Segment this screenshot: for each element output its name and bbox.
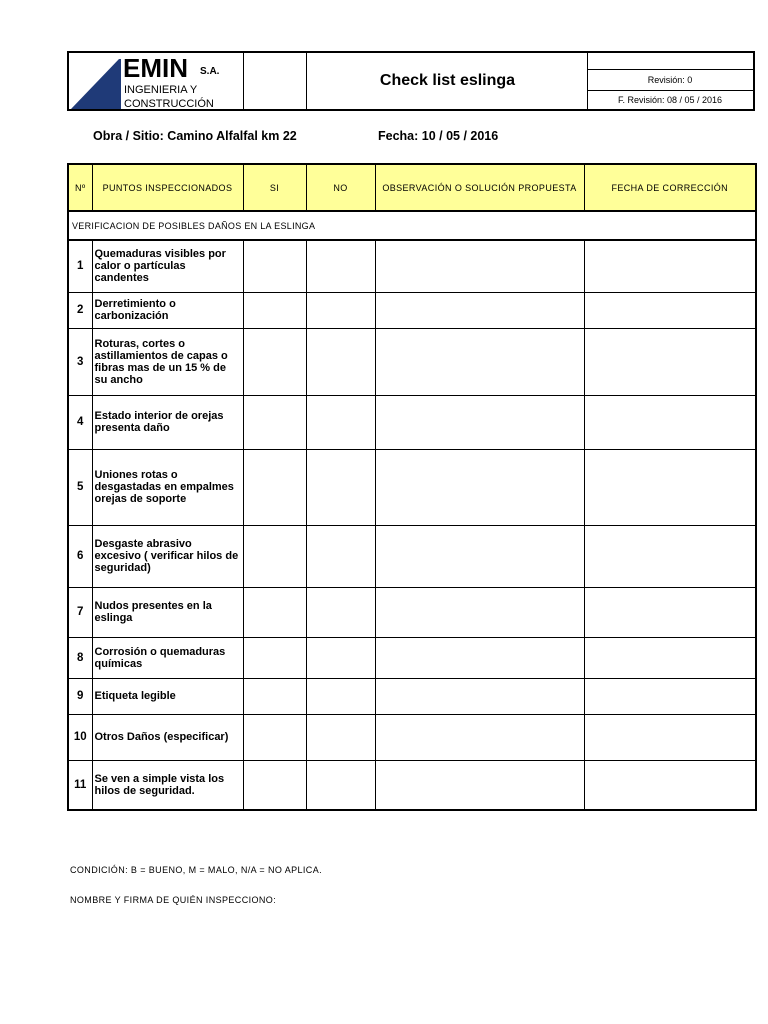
yes-cell[interactable]: [243, 240, 306, 292]
table-row: [68, 678, 756, 714]
row-item: Derretimiento o carbonización: [92, 292, 243, 328]
observation-cell[interactable]: [375, 637, 584, 678]
table-row: [68, 328, 756, 395]
row-number: 7: [68, 587, 92, 637]
yes-cell[interactable]: [243, 292, 306, 328]
company-suffix: S.A.: [200, 66, 220, 77]
yes-cell[interactable]: [243, 714, 306, 760]
table-row: [68, 637, 756, 678]
no-cell[interactable]: [306, 637, 375, 678]
correction-date-cell[interactable]: [584, 637, 756, 678]
row-item: Nudos presentes en la eslinga: [92, 587, 243, 637]
yes-cell[interactable]: [243, 637, 306, 678]
row-number: 2: [68, 292, 92, 328]
company-tagline-1: INGENIERIA Y: [124, 84, 198, 96]
yes-cell[interactable]: [243, 587, 306, 637]
document-title: Check list eslinga: [379, 72, 516, 89]
table-row: [68, 760, 756, 810]
no-cell[interactable]: [306, 678, 375, 714]
no-cell[interactable]: [306, 328, 375, 395]
yes-cell[interactable]: [243, 760, 306, 810]
revision-date: F. Revisión: 08 / 05 / 2016: [617, 95, 723, 105]
row-number: 1: [68, 240, 92, 292]
observation-cell[interactable]: [375, 449, 584, 525]
yes-cell[interactable]: [243, 395, 306, 449]
row-number: 6: [68, 525, 92, 587]
correction-date-cell[interactable]: [584, 328, 756, 395]
header-divider: [306, 53, 307, 109]
row-number: 8: [68, 637, 92, 678]
table-header-row: [68, 164, 756, 211]
correction-date-cell[interactable]: [584, 587, 756, 637]
condition-legend: CONDICIÓN: B = BUENO, M = MALO, N/A = NO APLICA.: [70, 865, 323, 875]
row-number: 3: [68, 328, 92, 395]
correction-date-cell[interactable]: [584, 449, 756, 525]
col-header-item: PUNTOS INSPECCIONADOS: [92, 164, 243, 211]
emin-logo-mark-icon: [71, 57, 123, 109]
col-header-yes: SI: [243, 164, 306, 211]
company-brand: EMIN: [123, 53, 188, 83]
correction-date-cell[interactable]: [584, 395, 756, 449]
col-header-no: NO: [306, 164, 375, 211]
no-cell[interactable]: [306, 714, 375, 760]
correction-date-cell[interactable]: [584, 714, 756, 760]
row-item: Se ven a simple vista los hilos de seguridad.: [92, 760, 243, 810]
correction-date-cell[interactable]: [584, 292, 756, 328]
row-number: 10: [68, 714, 92, 760]
row-item: Estado interior de orejas presenta daño: [92, 395, 243, 449]
correction-date-cell[interactable]: [584, 678, 756, 714]
site-label: Obra / Sitio: Camino Alfalfal km 22: [93, 129, 297, 143]
document-header: [67, 51, 755, 111]
table-row: [68, 395, 756, 449]
row-item: Uniones rotas o desgastadas en empalmes orejas de soporte: [92, 449, 243, 525]
observation-cell[interactable]: [375, 395, 584, 449]
revision-box: [587, 53, 753, 109]
yes-cell[interactable]: [243, 328, 306, 395]
no-cell[interactable]: [306, 395, 375, 449]
row-number: 4: [68, 395, 92, 449]
checklist-table: [67, 163, 757, 811]
correction-date-cell[interactable]: [584, 525, 756, 587]
col-header-correction-date: FECHA DE CORRECCIÓN: [584, 164, 756, 211]
yes-cell[interactable]: [243, 449, 306, 525]
row-item: Quemaduras visibles por calor o partículas candentes: [92, 240, 243, 292]
section-title: VERIFICACION DE POSIBLES DAÑOS EN LA ESLINGA: [68, 211, 756, 240]
row-item: Roturas, cortes o astillamientos de capas o fibras mas de un 15 % de su ancho: [92, 328, 243, 395]
observation-cell[interactable]: [375, 714, 584, 760]
observation-cell[interactable]: [375, 525, 584, 587]
observation-cell[interactable]: [375, 292, 584, 328]
row-item: Desgaste abrasivo excesivo ( verificar hilos de seguridad): [92, 525, 243, 587]
no-cell[interactable]: [306, 525, 375, 587]
no-cell[interactable]: [306, 449, 375, 525]
revision-number: Revisión: 0: [647, 75, 693, 85]
no-cell[interactable]: [306, 292, 375, 328]
row-number: 5: [68, 449, 92, 525]
row-item: Corrosión o quemaduras químicas: [92, 637, 243, 678]
header-divider: [243, 53, 244, 109]
table-row: [68, 525, 756, 587]
table-row: [68, 449, 756, 525]
col-header-number: Nº: [68, 164, 92, 211]
observation-cell[interactable]: [375, 678, 584, 714]
row-item: Etiqueta legible: [92, 678, 243, 714]
company-tagline-2: CONSTRUCCIÓN: [124, 98, 214, 110]
correction-date-cell[interactable]: [584, 240, 756, 292]
col-header-observation: OBSERVACIÓN O SOLUCIÓN PROPUESTA: [375, 164, 584, 211]
yes-cell[interactable]: [243, 525, 306, 587]
observation-cell[interactable]: [375, 240, 584, 292]
section-row: [68, 211, 756, 240]
row-number: 11: [68, 760, 92, 810]
yes-cell[interactable]: [243, 678, 306, 714]
table-row: [68, 587, 756, 637]
observation-cell[interactable]: [375, 760, 584, 810]
signature-label: NOMBRE Y FIRMA DE QUIÉN INSPECCIONO:: [70, 895, 277, 905]
row-number: 9: [68, 678, 92, 714]
table-row: [68, 292, 756, 328]
observation-cell[interactable]: [375, 587, 584, 637]
no-cell[interactable]: [306, 240, 375, 292]
date-label: Fecha: 10 / 05 / 2016: [378, 129, 499, 143]
no-cell[interactable]: [306, 587, 375, 637]
observation-cell[interactable]: [375, 328, 584, 395]
row-item: Otros Daños (especificar): [92, 714, 243, 760]
table-row: [68, 240, 756, 292]
table-row: [68, 714, 756, 760]
correction-date-cell[interactable]: [584, 760, 756, 810]
no-cell[interactable]: [306, 760, 375, 810]
